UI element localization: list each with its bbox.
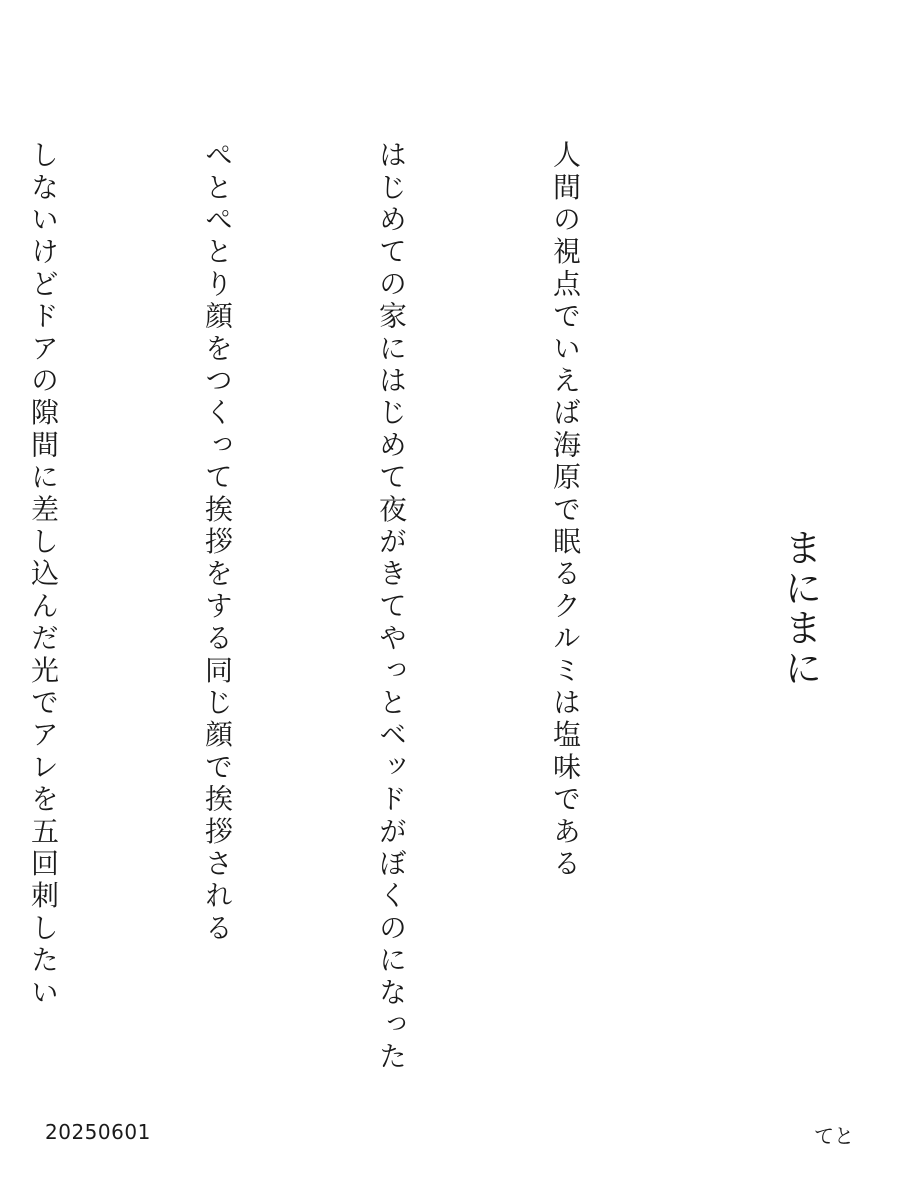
poem-line: はじめての家にはじめて夜がきてやっとベッドがぼくのになった bbox=[375, 140, 408, 1074]
poem-line: ぺとぺとり顔をつくって挨拶をする同じ顔で挨拶される bbox=[201, 140, 234, 945]
poem-line: 人間の視点でいえば海原で眠るクルミは塩味である bbox=[549, 140, 582, 881]
date-label: 20250601 bbox=[45, 1120, 151, 1144]
poem-body bbox=[0, 140, 710, 1140]
poem-line: しないけどドアの隙間に差し込んだ光でアレを五回刺したい bbox=[27, 140, 60, 1010]
poem-title: まにまに bbox=[778, 528, 822, 688]
author-name: てと bbox=[814, 1124, 854, 1148]
